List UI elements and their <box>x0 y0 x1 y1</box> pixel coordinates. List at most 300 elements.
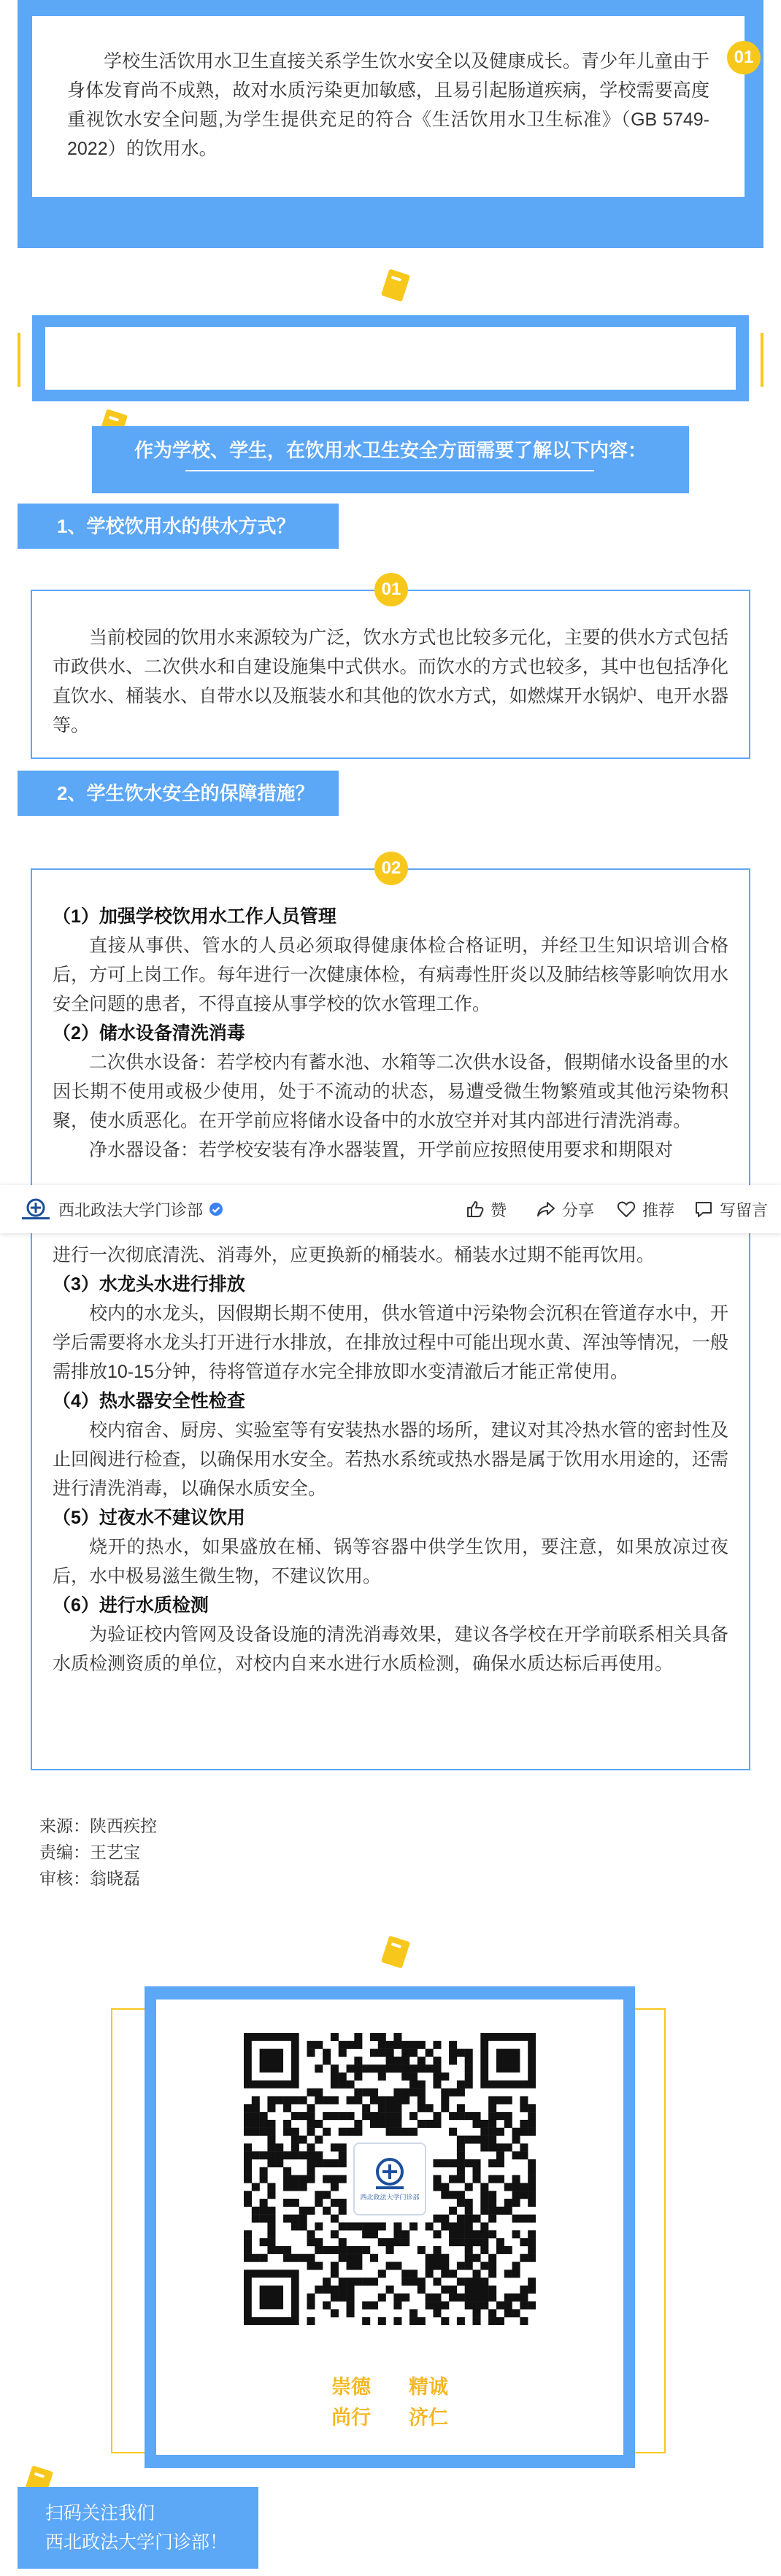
recommend-button[interactable] <box>616 1185 674 1233</box>
qr-module <box>409 2089 418 2097</box>
qr-module <box>275 2246 283 2254</box>
qr-module <box>457 2049 465 2057</box>
qr-module <box>244 2104 252 2112</box>
qr-module <box>473 2294 481 2302</box>
qr-module <box>480 2207 488 2215</box>
qr-module <box>275 2159 283 2167</box>
qr-module <box>378 2270 386 2278</box>
qr-module <box>449 2286 457 2294</box>
qr-module <box>339 2081 347 2089</box>
qr-module <box>465 2199 473 2207</box>
qr-module <box>354 2033 362 2041</box>
qr-module <box>465 2254 473 2262</box>
item5-paragraph: 烧开的热水，如果盛放在桶、锅等容器中供学生饮用，要注意，如果放凉过夜后，水中极易滋生微生物，不建议饮用。 <box>53 1537 728 1586</box>
qr-module <box>260 2151 268 2159</box>
qr-module <box>426 2262 434 2270</box>
qr-module <box>393 2262 401 2270</box>
qr-module <box>528 2302 536 2310</box>
qr-module <box>331 2096 339 2104</box>
qr-module <box>299 2136 307 2144</box>
qr-module <box>267 2128 275 2136</box>
qr-module <box>449 2056 457 2064</box>
section2-card <box>31 868 750 1770</box>
qr-module <box>299 2207 307 2215</box>
qr-module <box>370 2230 378 2238</box>
qr-module <box>449 2294 457 2302</box>
qr-module <box>409 2222 418 2230</box>
qr-module <box>283 2175 291 2183</box>
qr-module <box>339 2128 347 2136</box>
qr-module <box>386 2049 394 2057</box>
qr-module <box>347 2096 355 2104</box>
qr-module <box>520 2104 528 2112</box>
qr-module <box>457 2159 465 2167</box>
qr-module <box>307 2167 315 2175</box>
clinic-logo-icon <box>370 2157 409 2191</box>
qr-module <box>307 2112 315 2120</box>
qr-module <box>354 2089 362 2097</box>
qr-module <box>449 2049 457 2057</box>
qr-module <box>426 2120 434 2128</box>
top-card-paragraph: 学校生活饮用水卫生直接关系学生饮水安全以及健康成长。青少年儿童由于身体发育尚不成熟，故对水质污染更加敏感，且易引起肠道疾病，学校需要高度重视饮水安全问题,为学生提供充足的符合《生活饮用水卫生标准》（GB 5749-2022）的饮用水。 <box>67 51 709 159</box>
qr-module <box>465 2072 473 2081</box>
qr-module <box>362 2222 370 2230</box>
qr-module <box>393 2033 401 2041</box>
qr-module <box>465 2238 473 2246</box>
qr-module <box>465 2183 473 2191</box>
share-label: 分享 <box>562 1200 595 1219</box>
qr-module <box>347 2222 355 2230</box>
qr-module <box>252 2104 260 2112</box>
qr-module <box>275 2096 283 2104</box>
qr-module <box>354 2262 362 2270</box>
qr-module <box>488 2136 496 2144</box>
qr-module <box>480 2294 488 2302</box>
qr-module <box>244 2191 252 2199</box>
qr-module <box>473 2215 481 2223</box>
qr-module <box>244 2128 252 2136</box>
qr-module <box>260 2175 268 2183</box>
qr-module <box>409 2049 418 2057</box>
qr-module <box>418 2089 426 2097</box>
qr-module <box>488 2294 496 2302</box>
qr-module <box>370 2120 378 2128</box>
qr-module <box>307 2151 315 2159</box>
qr-module <box>418 2096 426 2104</box>
qr-module <box>528 2246 536 2254</box>
qr-module <box>418 2278 426 2286</box>
qr-module <box>528 2159 536 2167</box>
like-label: 赞 <box>490 1200 507 1219</box>
motto-word: 崇德 <box>331 2376 371 2398</box>
qr-module <box>465 2112 473 2120</box>
qr-module <box>244 2199 252 2207</box>
qr-module <box>393 2120 401 2128</box>
like-button[interactable] <box>464 1185 507 1233</box>
qr-module <box>473 2254 481 2262</box>
qr-module <box>473 2238 481 2246</box>
qr-module <box>441 2222 449 2230</box>
qr-module <box>433 2230 441 2238</box>
qr-module <box>323 2056 331 2064</box>
qr-module <box>386 2096 394 2104</box>
qr-module <box>473 2175 481 2183</box>
qr-module <box>488 2199 496 2207</box>
qr-module <box>457 2136 465 2144</box>
section1-title: 1、学校饮用水的供水方式？ <box>18 504 339 549</box>
qr-module <box>331 2143 339 2151</box>
qr-module <box>441 2183 449 2191</box>
qr-module <box>354 2041 362 2049</box>
qr-module <box>267 2183 275 2191</box>
qr-module <box>449 2270 457 2278</box>
qr-module <box>283 2120 291 2128</box>
qr-module <box>433 2215 441 2223</box>
qr-module <box>267 2230 275 2238</box>
qr-module <box>457 2230 465 2238</box>
qr-module <box>441 2072 449 2081</box>
qr-module <box>283 2199 291 2207</box>
qr-module <box>347 2309 355 2317</box>
qr-module <box>307 2041 315 2049</box>
section2-content-bottom <box>53 1241 728 1678</box>
qr-module <box>457 2143 465 2151</box>
qr-module <box>496 2151 504 2159</box>
qr-module <box>354 2096 362 2104</box>
qr-module <box>347 2278 355 2286</box>
qr-module <box>418 2246 426 2254</box>
qr-module <box>488 2215 496 2223</box>
item2-hidden-line: 进行一次彻底清洗、消毒外，应更换新的桶装水。桶装水过期不能再饮用。 <box>53 1245 655 1265</box>
qr-module <box>323 2096 331 2104</box>
qr-module <box>401 2056 409 2064</box>
qr-module <box>520 2286 528 2294</box>
qr-module <box>283 2183 291 2191</box>
qr-module <box>315 2120 323 2128</box>
qr-module <box>449 2175 457 2183</box>
qr-module <box>488 2128 496 2136</box>
qr-module <box>260 2167 268 2175</box>
qr-module <box>339 2151 347 2159</box>
qr-module <box>362 2104 370 2112</box>
qr-module <box>393 2096 401 2104</box>
qr-module <box>339 2286 347 2294</box>
qr-module <box>378 2120 386 2128</box>
yellow-side-line-right <box>761 333 763 387</box>
qr-module <box>307 2317 315 2325</box>
qr-module <box>512 2199 520 2207</box>
qr-module <box>401 2049 409 2057</box>
qr-module <box>473 2317 481 2325</box>
qr-module <box>418 2041 426 2049</box>
qr-module <box>252 2151 260 2159</box>
qr-module <box>457 2294 465 2302</box>
qr-module <box>323 2191 331 2199</box>
qr-module <box>449 2041 457 2049</box>
qr-module <box>252 2215 260 2223</box>
qr-module <box>339 2254 347 2262</box>
qr-module <box>339 2207 347 2215</box>
qr-module <box>441 2089 449 2097</box>
qr-module <box>291 2136 299 2144</box>
qr-module <box>441 2262 449 2270</box>
qr-module <box>362 2302 370 2310</box>
qr-module <box>457 2151 465 2159</box>
qr-module <box>362 2246 370 2254</box>
yellow-side-line-left <box>18 333 20 387</box>
qr-module <box>244 2151 252 2159</box>
qr-module <box>299 2222 307 2230</box>
qr-module <box>244 2230 252 2238</box>
qr-module <box>488 2286 496 2294</box>
qr-module <box>347 2128 355 2136</box>
qr-module <box>315 2246 323 2254</box>
qr-module <box>244 2143 252 2151</box>
qr-module <box>473 2167 481 2175</box>
qr-module <box>331 2081 339 2089</box>
qr-module <box>323 2159 331 2167</box>
qr-module <box>504 2270 512 2278</box>
qr-module <box>315 2151 323 2159</box>
qr-module <box>401 2230 409 2238</box>
qr-module <box>260 2215 268 2223</box>
account-name: 西北政法大学门诊部 <box>58 1200 204 1219</box>
qr-module <box>426 2222 434 2230</box>
qr-module <box>433 2072 441 2081</box>
qr-module <box>520 2120 528 2128</box>
qr-module <box>465 2056 473 2064</box>
qr-module <box>339 2175 347 2183</box>
qr-module <box>480 2183 488 2191</box>
qr-module <box>283 2151 291 2159</box>
qr-module <box>331 2262 339 2270</box>
qr-module <box>378 2222 386 2230</box>
qr-module <box>315 2041 323 2049</box>
qr-module <box>260 2207 268 2215</box>
qr-module <box>441 2104 449 2112</box>
qr-module <box>409 2072 418 2081</box>
qr-module <box>339 2294 347 2302</box>
qr-module <box>331 2072 339 2081</box>
qr-module <box>457 2191 465 2199</box>
qr-module <box>418 2286 426 2294</box>
top-card <box>32 16 745 197</box>
qr-module <box>252 2128 260 2136</box>
qr-module <box>401 2238 409 2246</box>
item6-heading: （6）进行水质检测 <box>53 1595 209 1616</box>
qr-module <box>473 2309 481 2317</box>
verified-icon <box>209 1202 223 1216</box>
qr-module <box>512 2191 520 2199</box>
qr-module <box>465 2136 473 2144</box>
qr-module <box>426 2104 434 2112</box>
qr-module <box>441 2317 449 2325</box>
qr-module <box>252 2254 260 2262</box>
qr-module <box>331 2230 339 2238</box>
qr-module <box>283 2254 291 2262</box>
qr-module <box>457 2222 465 2230</box>
qr-module <box>370 2278 378 2286</box>
qr-module <box>504 2120 512 2128</box>
footer-tag <box>18 2487 258 2569</box>
qr-module <box>362 2230 370 2238</box>
qr-module <box>244 2167 252 2175</box>
qr-module <box>496 2096 504 2104</box>
qr-module <box>267 2238 275 2246</box>
qr-module <box>409 2064 418 2072</box>
qr-module <box>283 2215 291 2223</box>
qr-module <box>520 2151 528 2159</box>
qr-module <box>323 2175 331 2183</box>
qr-module <box>473 2230 481 2238</box>
qr-module <box>480 2246 488 2254</box>
qr-module <box>323 2246 331 2254</box>
share-button[interactable] <box>536 1185 594 1233</box>
comment-icon <box>693 1199 714 1219</box>
qr-module <box>488 2120 496 2128</box>
account-info[interactable] <box>19 1185 223 1233</box>
qr-module <box>473 2120 481 2128</box>
qr-module <box>393 2317 401 2325</box>
qr-module <box>520 2128 528 2136</box>
qr-module <box>426 2049 434 2057</box>
qr-module <box>260 2049 283 2072</box>
qr-module <box>488 2230 496 2238</box>
comment-label: 写留言 <box>720 1200 769 1219</box>
qr-module <box>465 2286 473 2294</box>
qr-module <box>480 2199 488 2207</box>
qr-module <box>347 2254 355 2262</box>
qr-module <box>378 2096 386 2104</box>
qr-module <box>401 2041 409 2049</box>
comment-button[interactable] <box>693 1185 768 1233</box>
qr-module <box>433 2159 441 2167</box>
qr-module <box>386 2128 394 2136</box>
qr-module <box>418 2064 426 2072</box>
qr-module <box>520 2302 528 2310</box>
qr-module <box>378 2317 386 2325</box>
qr-module <box>315 2286 323 2294</box>
qr-module <box>283 2104 291 2112</box>
qr-module <box>418 2120 426 2128</box>
qr-module <box>283 2128 291 2136</box>
thumbs-up-icon <box>464 1199 485 1219</box>
qr-module <box>528 2183 536 2191</box>
qr-module <box>418 2104 426 2112</box>
qr-module <box>393 2056 401 2064</box>
qr-module <box>441 2096 449 2104</box>
qr-module <box>488 2112 496 2120</box>
qr-module <box>473 2278 481 2286</box>
qr-module <box>449 2159 457 2167</box>
qr-module <box>299 2175 307 2183</box>
qr-module <box>496 2159 504 2167</box>
item5-heading: （5）过夜水不建议饮用 <box>53 1508 245 1528</box>
qr-module <box>480 2262 488 2270</box>
qr-module <box>473 2286 481 2294</box>
credit-source: 来源：陕西疾控 <box>39 1816 157 1835</box>
qr-module <box>393 2230 401 2238</box>
intro-heading-box <box>92 426 689 493</box>
qr-module <box>362 2278 370 2286</box>
qr-module <box>339 2143 347 2151</box>
qr-module <box>457 2215 465 2223</box>
qr-module <box>512 2183 520 2191</box>
qr-module <box>496 2143 504 2151</box>
empty-banner <box>45 327 736 390</box>
qr-module <box>401 2096 409 2104</box>
qr-module <box>528 2199 536 2207</box>
qr-module <box>354 2254 362 2262</box>
qr-module <box>465 2064 473 2072</box>
qr-module <box>386 2112 394 2120</box>
qr-module <box>520 2238 528 2246</box>
qr-module <box>512 2270 520 2278</box>
qr-module <box>244 2159 252 2167</box>
qr-module <box>496 2112 504 2120</box>
qr-module <box>315 2096 323 2104</box>
qr-module <box>267 2159 275 2167</box>
qr-module <box>347 2262 355 2270</box>
qr-module <box>244 2175 252 2183</box>
qr-module <box>307 2207 315 2215</box>
qr-module <box>291 2183 299 2191</box>
qr-module <box>354 2128 362 2136</box>
qr-module <box>331 2033 339 2041</box>
qr-module <box>307 2159 315 2167</box>
intro-heading-underline <box>185 470 594 471</box>
qr-module <box>307 2254 315 2262</box>
qr-module <box>433 2246 441 2254</box>
section1-badge: 01 <box>374 573 408 606</box>
qr-module <box>488 2175 496 2183</box>
qr-center-logo-text: 西北政法大学门诊部 <box>360 2193 420 2201</box>
qr-module <box>401 2278 409 2286</box>
qr-module <box>267 2096 275 2104</box>
qr-module <box>339 2112 347 2120</box>
qr-module <box>362 2064 370 2072</box>
qr-module <box>528 2215 536 2223</box>
qr-module <box>457 2112 465 2120</box>
qr-module <box>520 2191 528 2199</box>
qr-module <box>315 2159 323 2167</box>
qr-module <box>386 2246 394 2254</box>
qr-module <box>512 2175 520 2183</box>
qr-module <box>528 2175 536 2183</box>
qr-module <box>504 2309 512 2317</box>
qr-module <box>441 2191 449 2199</box>
qr-module <box>331 2159 339 2167</box>
heart-icon <box>616 1199 636 1219</box>
qr-module <box>409 2270 418 2278</box>
qr-module <box>323 2128 331 2136</box>
qr-module <box>354 2278 362 2286</box>
qr-module <box>465 2246 473 2254</box>
qr-module <box>528 2191 536 2199</box>
qr-module <box>307 2049 315 2057</box>
intro-heading: 作为学校、学生，在饮用水卫生安全方面需要了解以下内容： <box>134 439 647 461</box>
qr-module <box>339 2041 347 2049</box>
qr-module <box>307 2262 315 2270</box>
qr-module <box>433 2112 441 2120</box>
qr-module <box>488 2143 496 2151</box>
qr-module <box>260 2286 283 2309</box>
qr-module <box>299 2151 307 2159</box>
qr-module <box>252 2207 260 2215</box>
qr-module <box>378 2064 386 2072</box>
note-icon <box>381 1935 410 1968</box>
item2-paragraph-2: 净水器设备：若学校安装有净水器装置，开学前应按照使用要求和期限对 <box>89 1140 674 1160</box>
